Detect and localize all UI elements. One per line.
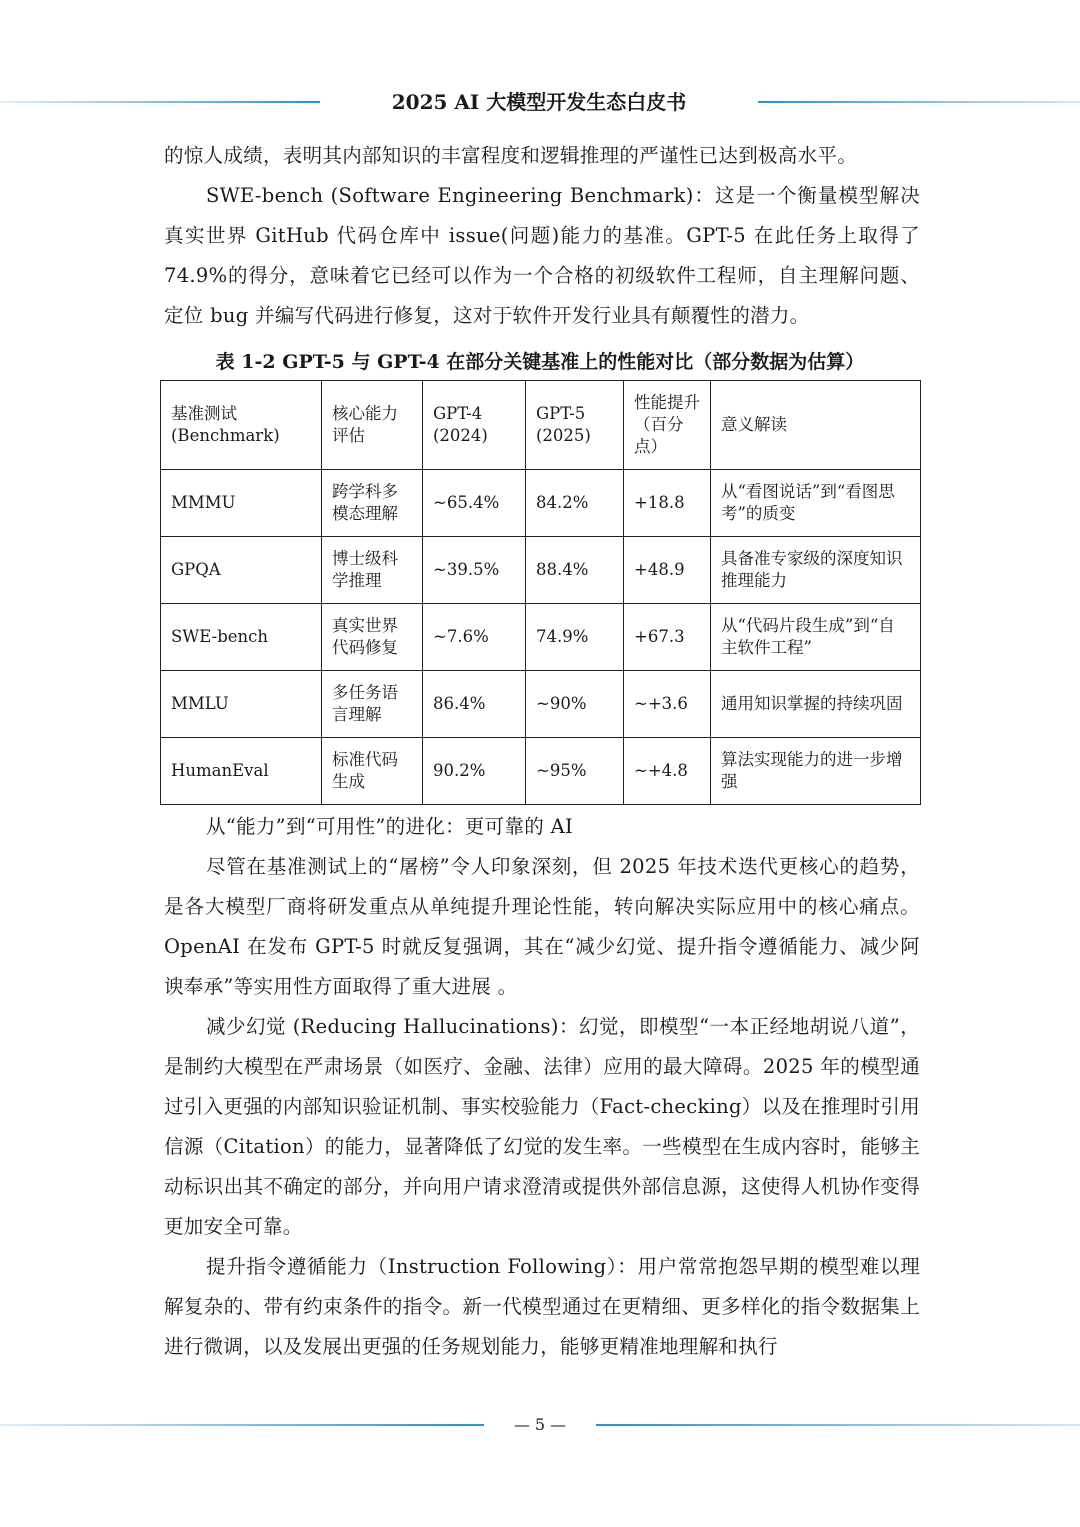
table-cell: GPQA — [161, 537, 322, 604]
body-text-top — [164, 136, 920, 336]
table-cell: HumanEval — [161, 738, 322, 805]
table-cell: SWE-bench — [161, 604, 322, 671]
footer-rule-left — [0, 1424, 484, 1426]
table-cell: ~95% — [526, 738, 624, 805]
header-rule-right — [758, 101, 1080, 103]
table-cell: ~7.6% — [423, 604, 526, 671]
paragraph: 尽管在基准测试上的“屠榜”令人印象深刻，但 2025 年技术迭代更核心的趋势，是各大模型厂商将研发重点从单纯提升理论性能，转向解决实际应用中的核心痛点。OpenAI 在发布 GPT-5 时就反复强调，其在“减少幻觉、提升指令遵循能力、减少阿谀奉承”等实用性方面取得了重大进展 。 — [164, 855, 920, 998]
table-caption: 表 1-2 GPT-5 与 GPT-4 在部分关键基准上的性能对比（部分数据为估算） — [215, 351, 865, 373]
paragraph: 提升指令遵循能力（Instruction Following）：用户常常抱怨早期的模型难以理解复杂的、带有约束条件的指令。新一代模型通过在更精细、更多样化的指令数据集上进行微调，以及发展出更强的任务规划能力，能够更精准地理解和执行 — [164, 1255, 920, 1358]
table-cell: 88.4% — [526, 537, 624, 604]
table-cell: +48.9 — [624, 537, 711, 604]
section-subheading: 从“能力”到“可用性”的进化：更可靠的 AI — [206, 815, 573, 838]
table-cell: 通用知识掌握的持续巩固 — [711, 671, 921, 738]
table-header-cell: GPT-4 (2024) — [423, 381, 526, 470]
table-cell: 具备准专家级的深度知识推理能力 — [711, 537, 921, 604]
table-cell: 多任务语言理解 — [322, 671, 423, 738]
table-cell: ~65.4% — [423, 470, 526, 537]
table-cell: MMMU — [161, 470, 322, 537]
table-row — [161, 604, 921, 671]
table-cell: ~39.5% — [423, 537, 526, 604]
table-cell: 90.2% — [423, 738, 526, 805]
table-header-row — [161, 381, 921, 470]
table-cell: 84.2% — [526, 470, 624, 537]
footer-rule-right — [596, 1424, 1080, 1426]
page-number: — 5 — — [513, 1415, 567, 1434]
table-cell: 86.4% — [423, 671, 526, 738]
body-text-bottom — [164, 807, 920, 1367]
table-header-cell: 意义解读 — [711, 381, 921, 470]
table-cell: ~90% — [526, 671, 624, 738]
table-cell: ~+4.8 — [624, 738, 711, 805]
table-row — [161, 671, 921, 738]
header-rule-left — [0, 101, 320, 103]
table-header-cell: 核心能力评估 — [322, 381, 423, 470]
table-cell: 标准代码生成 — [322, 738, 423, 805]
paragraph: 减少幻觉 (Reducing Hallucinations)：幻觉，即模型“一本正经地胡说八道”，是制约大模型在严肃场景（如医疗、金融、法律）应用的最大障碍。2025 年的模型通过引入更强的内部知识验证机制、事实校验能力（Fact-checking）以及在推理时引用信源（Citation）的能力，显著降低了幻觉的发生率。一些模型在生成内容时，能够主动标识出其不确定的部分，并向用户请求澄清或提供外部信息源，这使得人机协作变得更加安全可靠。 — [164, 1015, 920, 1238]
table-cell: 74.9% — [526, 604, 624, 671]
table-cell: MMLU — [161, 671, 322, 738]
table-cell: 跨学科多模态理解 — [322, 470, 423, 537]
table-header-cell: GPT-5 (2025) — [526, 381, 624, 470]
table-row — [161, 537, 921, 604]
table-cell: +18.8 — [624, 470, 711, 537]
benchmark-table — [160, 380, 921, 805]
paragraph: 的惊人成绩，表明其内部知识的丰富程度和逻辑推理的严谨性已达到极高水平。 — [164, 144, 858, 167]
table-cell: 从“代码片段生成”到“自主软件工程” — [711, 604, 921, 671]
table-row — [161, 470, 921, 537]
header-title: 2025 AI 大模型开发生态白皮书 — [391, 90, 687, 114]
table-cell: 博士级科学推理 — [322, 537, 423, 604]
paragraph: SWE-bench (Software Engineering Benchmark)：这是一个衡量模型解决真实世界 GitHub 代码仓库中 issue(问题)能力的基准。GPT-5 在此任务上取得了 74.9%的得分，意味着它已经可以作为一个合格的初级软件工程师，自主理解问题、定位 bug 并编写代码进行修复，这对于软件开发行业具有颠覆性的潜力。 — [164, 184, 920, 327]
table-cell: 从“看图说话”到“看图思考”的质变 — [711, 470, 921, 537]
table-cell: +67.3 — [624, 604, 711, 671]
table-row — [161, 738, 921, 805]
table-cell: 真实世界代码修复 — [322, 604, 423, 671]
table-header-cell: 性能提升（百分点） — [624, 381, 711, 470]
table-header-cell: 基准测试 (Benchmark) — [161, 381, 322, 470]
table-cell: 算法实现能力的进一步增强 — [711, 738, 921, 805]
table-cell: ~+3.6 — [624, 671, 711, 738]
